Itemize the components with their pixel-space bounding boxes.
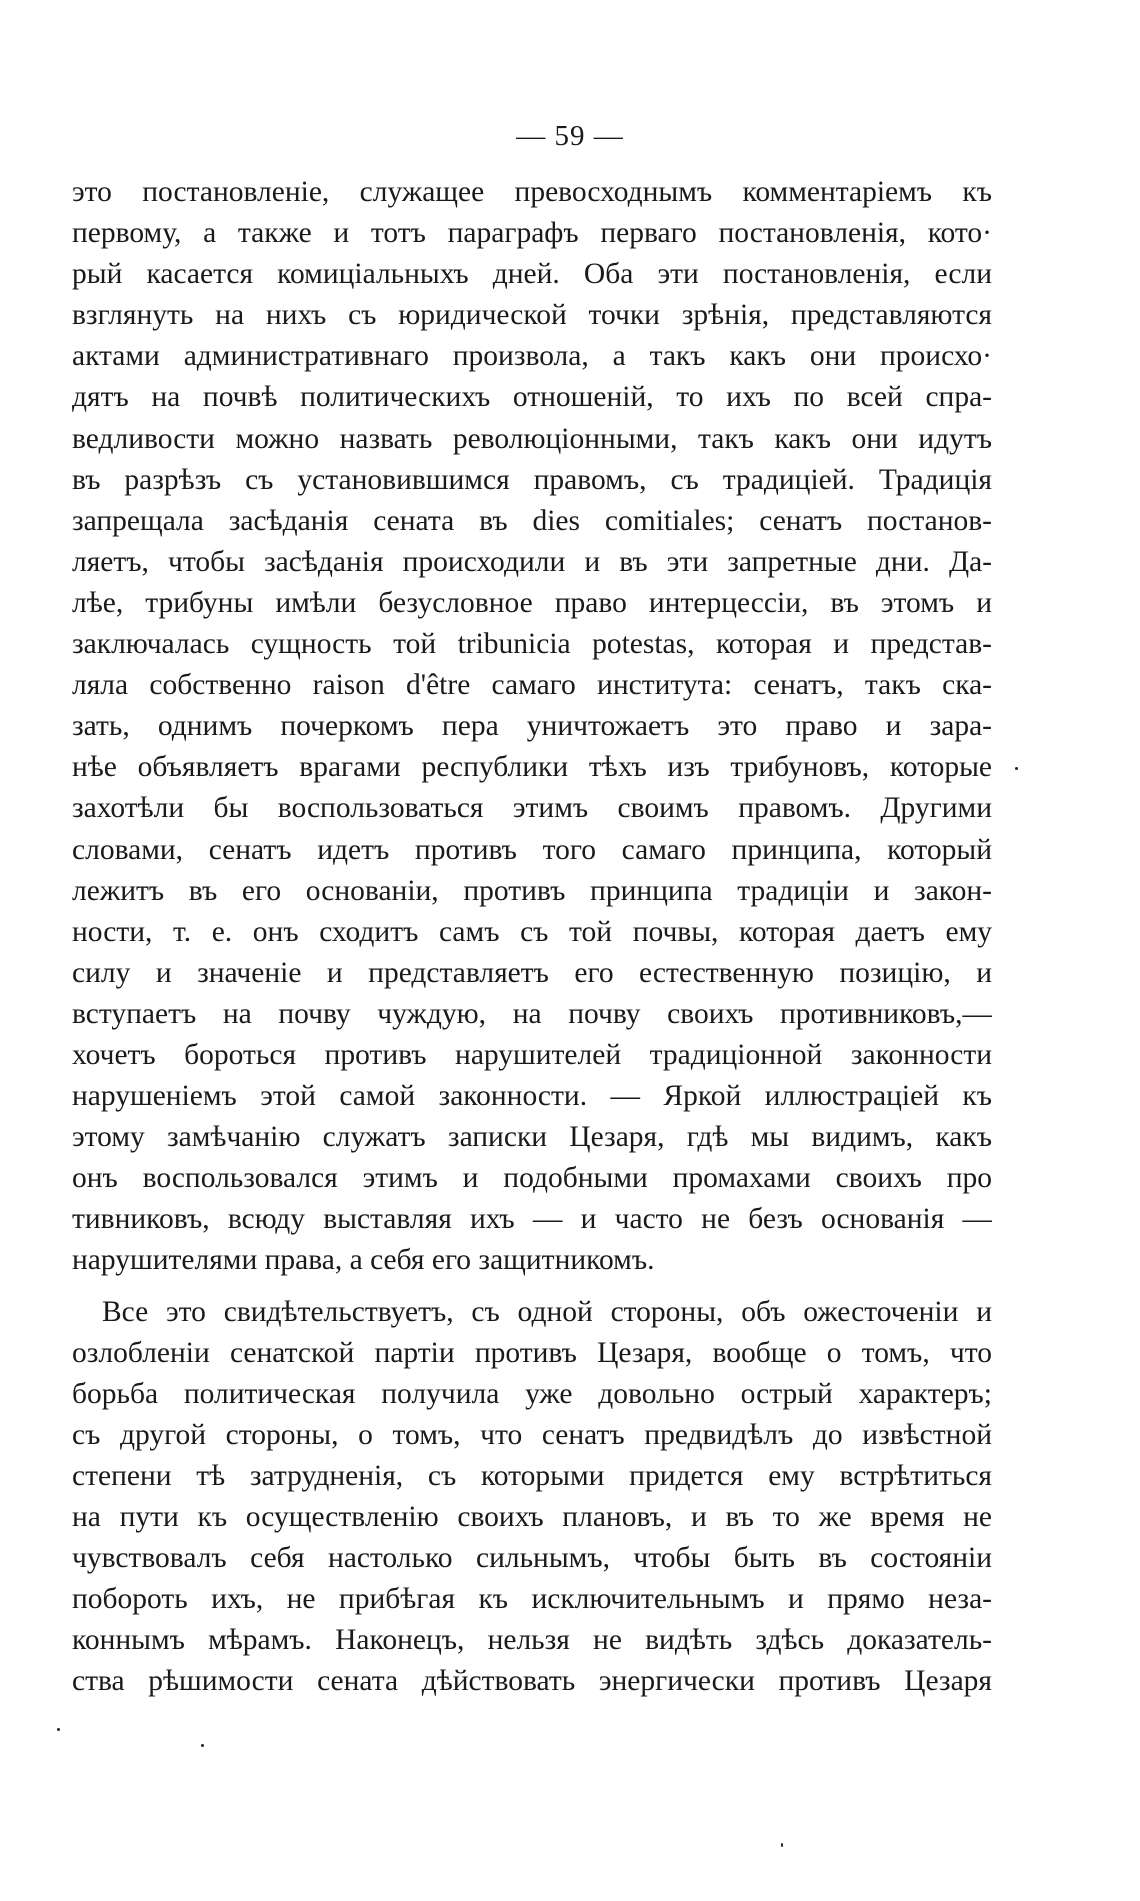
text-line: ности, т. е. онъ сходитъ самъ съ той почвы, которая даетъ ему (72, 915, 992, 948)
text-line: рый касается комиціальныхъ дней. Оба эти постановленія, если (72, 258, 992, 291)
text-line: въ разрѣзъ съ установившимся правомъ, съ традиціей. Традиція (72, 463, 992, 496)
text-line: вступаетъ на почву чуждую, на почву своихъ противниковъ,— (72, 997, 992, 1030)
scan-speck (57, 1728, 60, 1731)
text-line: силу и значеніе и представляетъ его естественную позицію, и (72, 956, 992, 989)
text-line: этому замѣчанію служатъ записки Цезаря, гдѣ мы видимъ, какъ (72, 1121, 992, 1154)
text-line: озлобленіи сенатской партіи противъ Цезаря, вообще о томъ, что (72, 1336, 992, 1369)
text-line: нарушеніемъ этой самой законности. — Яркой иллюстраціей къ (72, 1080, 992, 1113)
text-line: взглянуть на нихъ съ юридической точки зрѣнія, представляются (72, 299, 992, 332)
text-line: словами, сенатъ идетъ противъ того самаго принципа, который (72, 833, 992, 866)
paragraph-1 (72, 172, 992, 1282)
text-line: захотѣли бы воспользоваться этимъ своимъ правомъ. Другими (72, 792, 992, 825)
paragraph-2 (72, 1292, 992, 1703)
text-line: заключалась сущность той tribunicia potestas, которая и представ- (72, 628, 992, 661)
text-line: на пути къ осуществленію своихъ плановъ, и въ то же время не (72, 1501, 992, 1533)
text-line: чувствовалъ себя настолько сильнымъ, чтобы быть въ состояніи (72, 1542, 992, 1575)
text-line: ляетъ, чтобы засѣданія происходили и въ эти запретные дни. Да- (72, 545, 992, 578)
text-line: ства рѣшимости сената дѣйствовать энергически противъ Цезаря (72, 1665, 992, 1698)
text-line: онъ воспользовался этимъ и подобными промахами своихъ про (72, 1162, 992, 1195)
text-line: нѣе объявляетъ врагами республики тѣхъ изъ трибуновъ, которые (72, 751, 992, 784)
scan-speck (1015, 767, 1018, 770)
text-line: съ другой стороны, о томъ, что сенатъ предвидѣлъ до извѣстной (72, 1418, 992, 1451)
body-text (72, 172, 992, 1702)
text-line: борьба политическая получила уже довольно острый характеръ; (72, 1377, 992, 1410)
scan-speck (201, 1744, 204, 1747)
text-line: первому, а также и тотъ параграфъ перваго постановленія, кото· (72, 217, 992, 250)
text-line: коннымъ мѣрамъ. Наконецъ, нельзя не видѣть здѣсь доказатель- (72, 1624, 992, 1657)
text-line: запрещала засѣданія сената въ dies comitiales; сенатъ постанов- (72, 504, 992, 537)
text-line: Все это свидѣтельствуетъ, съ одной стороны, объ ожесточеніи и (102, 1295, 992, 1328)
text-line: нарушителями права, а себя его защитникомъ. (72, 1244, 655, 1277)
text-line: тивниковъ, всюду выставляя ихъ — и часто не безъ основанія — (72, 1203, 992, 1236)
text-line: хочетъ бороться противъ нарушителей традиціонной законности (72, 1038, 992, 1071)
text-line: степени тѣ затрудненія, съ которыми придется ему встрѣтиться (72, 1459, 992, 1492)
text-line: побороть ихъ, не прибѣгая къ исключительнымъ и прямо неза- (72, 1583, 992, 1616)
text-line: ведливости можно назвать революціонными, такъ какъ они идутъ (72, 422, 992, 455)
scan-speck (781, 1843, 783, 1847)
text-line: дятъ на почвѣ политическихъ отношеній, то ихъ по всей спра- (72, 381, 992, 414)
text-line: лежитъ въ его основаніи, противъ принципа традиціи и закон- (72, 874, 992, 907)
text-line: зать, однимъ почеркомъ пера уничтожаетъ это право и зара- (72, 710, 992, 743)
text-line: ляла собственно raison d'être самаго института: сенатъ, такъ ска- (72, 669, 992, 702)
page-number: — 59 — (516, 120, 624, 152)
paragraph-gap (72, 1282, 992, 1292)
text-line: лѣе, трибуны имѣли безусловное право интерцессіи, въ этомъ и (72, 586, 992, 619)
text-line: это постановленіе, служащее превосходнымъ комментаріемъ къ (72, 176, 992, 208)
text-line: актами административнаго произвола, а такъ какъ они происхо· (72, 340, 992, 373)
